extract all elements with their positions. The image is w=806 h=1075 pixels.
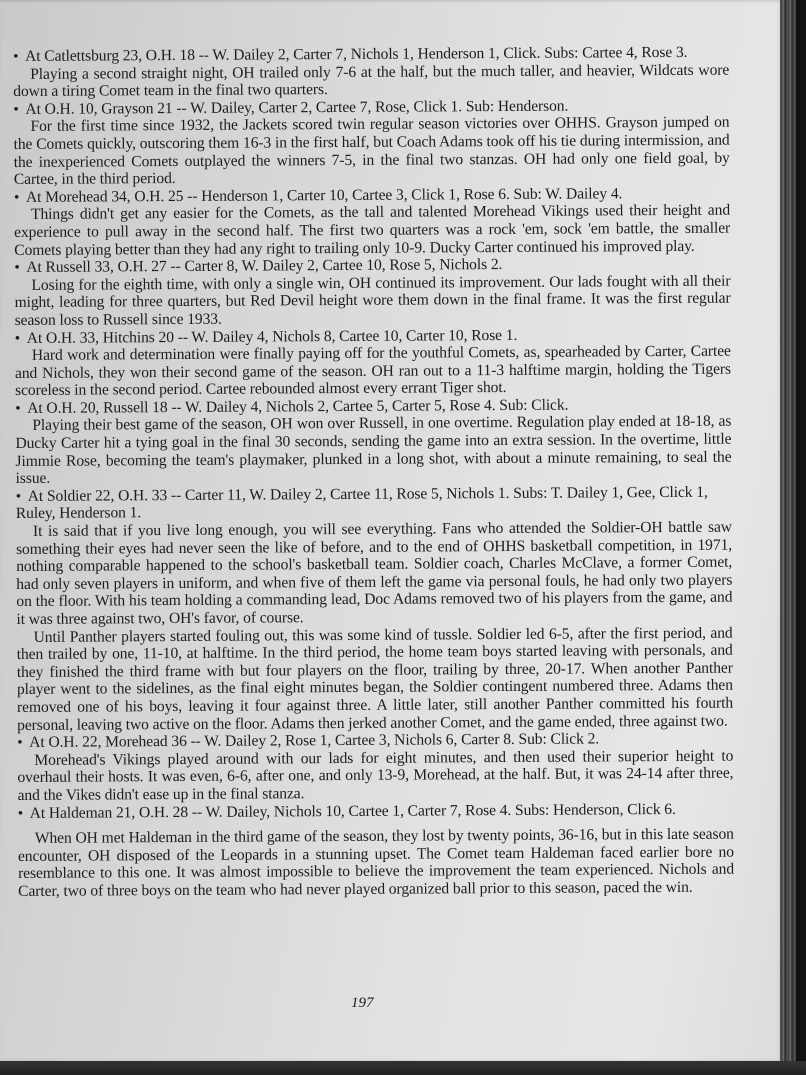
game-recap-paragraph: Morehead's Vikings played around with our lads for eight minutes, and then used their superior height to overhaul their hosts. It was even, 6-6, after one, and only 13-9, Morehead, at the half. But, it was 24-14 after three, and the Vikes didn't ease up in the final stanza.	[17, 747, 734, 804]
game-recap-paragraph: Losing for the eighth time, with only a single win, OH continued its improvement. Our lads fought with all their might, leading for three quarters, but Red Devil height wore them down in the final frame. It was the first regular season loss to Russell since 1933.	[14, 272, 731, 329]
bullet-icon: •	[15, 399, 21, 417]
game-recap-paragraph: For the first time since 1932, the Jackets scored twin regular season victories over OHHS. Grayson jumped on the Comets quickly, outscoring them 16-3 in the first half, but Coach Adams took off his tie during intermission, and the inexperienced Comets outplayed the winners 7-5, in the final two stanzas. OH had only one field goal, by Cartee, in the third period.	[13, 113, 730, 189]
game-result-catlettsburg: • At Catlettsburg 23, O.H. 18 -- W. Dailey 2, Carter 7, Nichols 1, Henderson 1, Click. Subs: Cartee 4, Rose 3.	[13, 43, 688, 65]
bullet-icon: •	[15, 487, 22, 505]
page-bottom-edge	[0, 1061, 806, 1075]
bullet-icon: •	[14, 259, 20, 277]
bullet-icon: •	[13, 47, 19, 65]
book-spine-shadow	[796, 0, 806, 1075]
bullet-icon: •	[17, 734, 23, 752]
game-result-russell-home: • At O.H. 20, Russell 18 -- W. Dailey 4, Nichols 2, Cartee 5, Carter 5, Rose 4. Sub: Click.	[15, 396, 569, 417]
game-recap-paragraph: Playing a second straight night, OH trailed only 7-6 at the half, but the much taller, and heavier, Wildcats wore down a tiring Comet team in the final two quarters.	[13, 61, 730, 101]
game-recap-paragraph: Things didn't get any easier for the Comets, as the tall and talented Morehead Vikings used their height and experience to pull away in the second half. The first two quarters was a rock 'em, sock 'em battle, the smaller Comets playing better than they had any right to trailing only 10-9. Ducky Carter continued his improved play.	[14, 201, 731, 259]
page-number: 197	[351, 995, 374, 1011]
game-recap-paragraph: It is said that if you live long enough, you will see everything. Fans who attended the Soldier-OH battle saw something their eyes had never seen the like of before, and to the end of OHHS basketball competition, in 1971, nothing comparable happened to the school's basketball team. Soldier coach, Charles McClave, a former Comet, had only seven players in uniform, and when five of them left the game via personal fouls, he had only two players on the floor. With his team holding a commanding lead, Doc Adams removed two of his players from the game, and it was three against two, OH's favor, of course.	[16, 518, 733, 628]
game-result-hitchins: • At O.H. 33, Hitchins 20 -- W. Dailey 4, Nichols 8, Cartee 10, Carter 10, Rose 1.	[14, 326, 518, 347]
bullet-icon: •	[14, 329, 21, 347]
bullet-icon: •	[17, 804, 24, 822]
bullet-icon: •	[13, 100, 19, 118]
game-result-soldier: • At Soldier 22, O.H. 33 -- Carter 11, W. Dailey 2, Cartee 11, Rose 5, Nichols 1. Subs: T. Dailey 1, Gee, Click 1, Ruley, Henderson 1.	[15, 483, 708, 523]
game-recap-paragraph: Hard work and determination were finally paying off for the youthful Comets, as, spearheaded by Carter, Cartee and Nichols, they won their second game of the season. OH ran out to a 11-3 halftime margin, holding the Tigers scoreless in the second period. Cartee rebounded almost every errant Tiger shot.	[14, 342, 732, 400]
game-result-haldeman: • At Haldeman 21, O.H. 28 -- W. Dailey, Nichols 10, Cartee 1, Carter 7, Rose 4. Subs: Henderson, Click 6.	[17, 800, 676, 822]
bullet-icon: •	[13, 188, 20, 206]
game-result-grayson: • At O.H. 10, Grayson 21 -- W. Dailey, Carter 2, Cartee 7, Rose, Click 1. Sub: Henderson.	[13, 97, 569, 118]
game-recap-paragraph: Playing their best game of the season, OH won over Russell, in one overtime. Regulation play ended at 18-18, as Ducky Carter hit a tying goal in the final 30 seconds, sending the game into an extra session. In the overtime, little Jimmie Rose, becoming the team's playmaker, plunked in a long shot, with about a minute remaining, to seal the issue.	[15, 413, 732, 488]
game-result-morehead-home: • At O.H. 22, Morehead 36 -- W. Dailey 2, Rose 1, Cartee 3, Nichols 6, Carter 8. Sub: Click 2.	[17, 730, 600, 752]
game-result-russell-away: • At Russell 33, O.H. 27 -- Carter 8, W. Dailey 2, Cartee 10, Rose 5, Nichols 2.	[14, 256, 503, 277]
game-result-morehead-away: • At Morehead 34, O.H. 25 -- Henderson 1, Carter 10, Cartee 3, Click 1, Rose 6. Sub: W. Dailey 4.	[13, 185, 623, 206]
game-recap-paragraph: When OH met Haldeman in the third game of the season, they lost by twenty points, 36-16, but in this late season encounter, OH disposed of the Leopards in a stunning upset. The Comet team Haldeman faced earlier bore no resemblance to this one. It was almost impossible to believe the improvement the team experienced. Nichols and Carter, two of three boys on the team who had never played organized ball prior to this season, paced the win.	[17, 825, 735, 900]
page-text	[13, 44, 734, 901]
game-recap-paragraph: Until Panther players started fouling out, this was some kind of tussle. Soldier led 6-5, after the first period, and then trailed by one, 11-10, at halftime. In the third period, the home team boys started leaving with personals, and they finished the third frame with but four players on the floor, trailing by three, 20-17. When another Panther player went to the sidelines, as the final eight minutes began, the Soldier contingent numbered three. Adams then removed one of his boys, leaving it four against three. A little later, still another Panther committed his fourth personal, leaving two active on the floor. Adams then jerked another Comet, and the game ended, three against two.	[16, 624, 734, 734]
